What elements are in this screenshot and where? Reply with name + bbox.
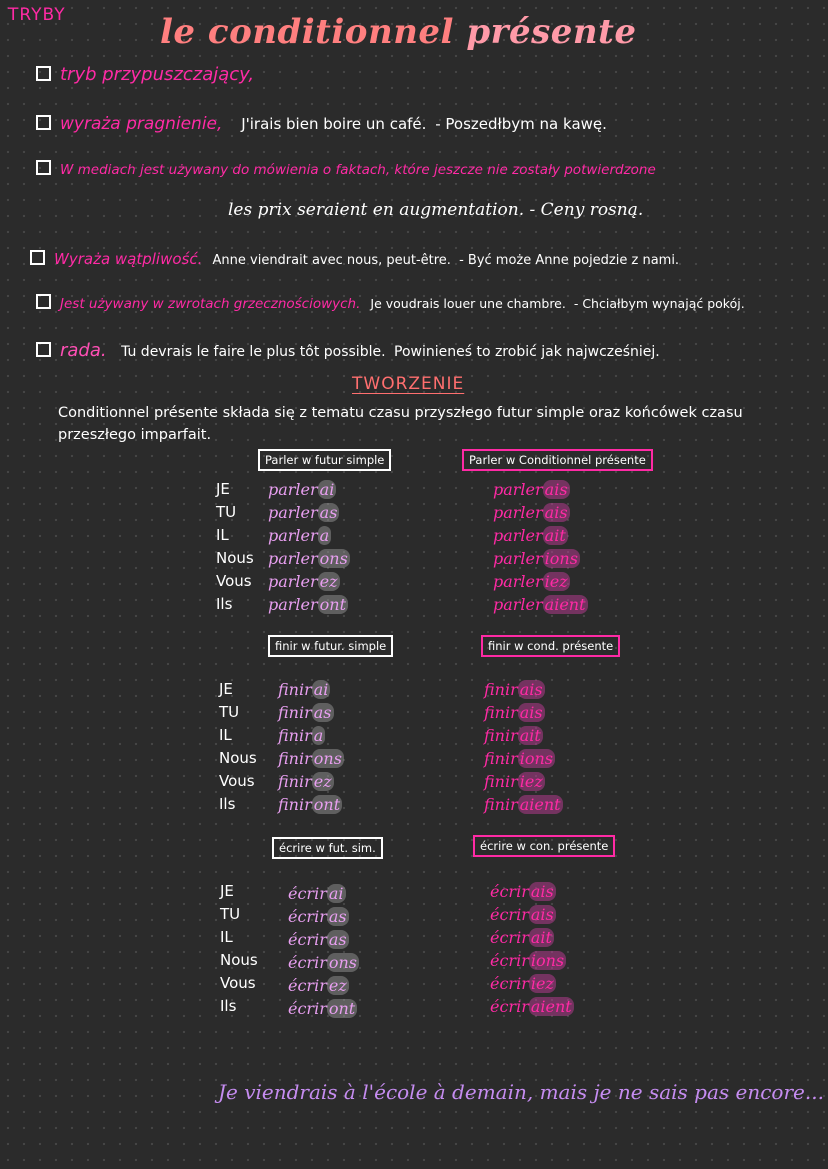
bullet-pl: wyraża pragnienie,	[60, 114, 223, 134]
verb-form: finir ait	[484, 726, 541, 745]
table-1-right-label: Parler w Conditionnel présente	[462, 449, 653, 471]
verb-form: finir ont	[278, 795, 341, 814]
bullet-4	[36, 250, 679, 268]
table-2-right-label: finir w cond. présente	[481, 635, 620, 657]
table-2-left-label: finir w futur. simple	[268, 635, 393, 657]
verb-form: parler ont	[268, 595, 347, 614]
verb-form: parler ons	[268, 549, 348, 568]
intro-text: Conditionnel présente składa się z tematu czasu przyszłego futur simple oraz końcówek czasu przeszłego imparfait.	[58, 405, 743, 443]
checkbox-icon	[30, 250, 45, 265]
verb-form: parler ions	[493, 549, 578, 568]
bullet-pl: rada.	[60, 340, 107, 361]
final-sentence: Je viendrais à l'école à demain, mais je ne sais pas encore...	[218, 1080, 824, 1104]
verb-form: finir ais	[484, 703, 543, 722]
verb-form: parler iez	[493, 572, 568, 591]
checkbox-icon	[36, 115, 51, 130]
table-3-left-label: écrire w fut. sim.	[272, 837, 383, 859]
table-3-pronouns: JE TU IL Nous Vous Ils	[220, 882, 258, 1015]
verb-form: finir ai	[278, 680, 329, 699]
verb-form: finir ons	[278, 749, 342, 768]
checkbox-icon	[36, 160, 51, 175]
table-3-right-label: écrire w con. présente	[473, 835, 615, 857]
bullet-tr: - Być może Anne pojedzie z nami.	[459, 253, 680, 268]
verb-form: parler ais	[493, 503, 568, 522]
verb-form: finir aient	[484, 795, 561, 814]
checkbox-icon	[36, 294, 51, 309]
table-2-pronouns: JE TU IL Nous Vous Ils	[219, 680, 257, 813]
table-3-left-col	[288, 882, 359, 1020]
verb-form: finir iez	[484, 772, 543, 791]
verb-form: parler as	[268, 503, 338, 522]
corner-label: TRYBY	[8, 5, 66, 25]
verb-form: finir a	[278, 726, 324, 745]
verb-form: parler ait	[493, 526, 566, 545]
verb-form: finir ez	[278, 772, 332, 791]
verb-form: parler aient	[493, 595, 586, 614]
verb-form: écrir ez	[288, 976, 347, 995]
bullet-pl: Wyraża wątpliwość.	[54, 250, 203, 268]
verb-form: écrir as	[288, 907, 347, 926]
bullet-fr: Anne viendrait avec nous, peut-être.	[212, 253, 451, 268]
verb-form: finir ions	[484, 749, 554, 768]
verb-form: écrir ais	[490, 905, 554, 924]
bullet-pl: Jest używany w zwrotach grzecznościowych.	[60, 296, 361, 312]
bullet-pl: W mediach jest używany do mówienia o faktach, które jeszcze nie zostały potwierdzone	[60, 162, 656, 178]
verb-form: écrir aient	[490, 997, 572, 1016]
bullet-tr: - Chciałbym wynająć pokój.	[573, 296, 745, 311]
bullet-fr: J'irais bien boire un café.	[241, 115, 427, 133]
bullet-tr: Powinieneś to zrobić jak najwcześniej.	[394, 344, 660, 360]
table-1-left-label: Parler w futur simple	[258, 449, 391, 471]
verb-form: écrir ai	[288, 884, 344, 903]
table-1-left-col	[268, 478, 350, 616]
verb-form: écrir ait	[490, 928, 552, 947]
checkbox-icon	[36, 342, 51, 357]
verb-form: écrir as	[288, 930, 347, 949]
table-2-left-col	[278, 678, 344, 816]
verb-form: écrir ions	[490, 951, 565, 970]
verb-form: écrir ais	[490, 882, 554, 901]
bullet-6	[36, 340, 660, 361]
verb-form: écrir ons	[288, 953, 357, 972]
bullet-5	[36, 294, 745, 312]
verb-form: écrir iez	[490, 974, 554, 993]
bullet-tr: - Poszedłbym na kawę.	[435, 115, 607, 133]
verb-form: parler ez	[268, 572, 338, 591]
table-1-right-col	[493, 478, 588, 616]
table-1-pronouns: JE TU IL Nous Vous Ils	[216, 480, 254, 613]
checkbox-icon	[36, 66, 51, 81]
bullet-3	[36, 160, 656, 178]
example-sentence: les prix seraient en augmentation. - Ceny rosną.	[228, 200, 644, 220]
page-title	[160, 12, 636, 52]
title-main: le conditionnel	[160, 12, 454, 52]
table-3-right-col	[490, 880, 574, 1018]
bullet-fr: Tu devrais le faire le plus tôt possible.	[121, 344, 386, 360]
bullet-1	[36, 64, 254, 85]
verb-form: parler ai	[268, 480, 335, 499]
bullet-pl: tryb przypuszczający,	[60, 64, 255, 85]
title-tail: présente	[466, 12, 637, 52]
verb-form: finir ais	[484, 680, 543, 699]
verb-form: finir as	[278, 703, 332, 722]
bullet-fr: Je voudrais louer une chambre.	[370, 296, 566, 311]
section-heading: TWORZENIE	[352, 374, 465, 394]
verb-form: parler ais	[493, 480, 568, 499]
verb-form: parler a	[268, 526, 330, 545]
table-2-right-col	[484, 678, 563, 816]
bullet-2	[36, 114, 607, 134]
verb-form: écrir ont	[288, 999, 356, 1018]
